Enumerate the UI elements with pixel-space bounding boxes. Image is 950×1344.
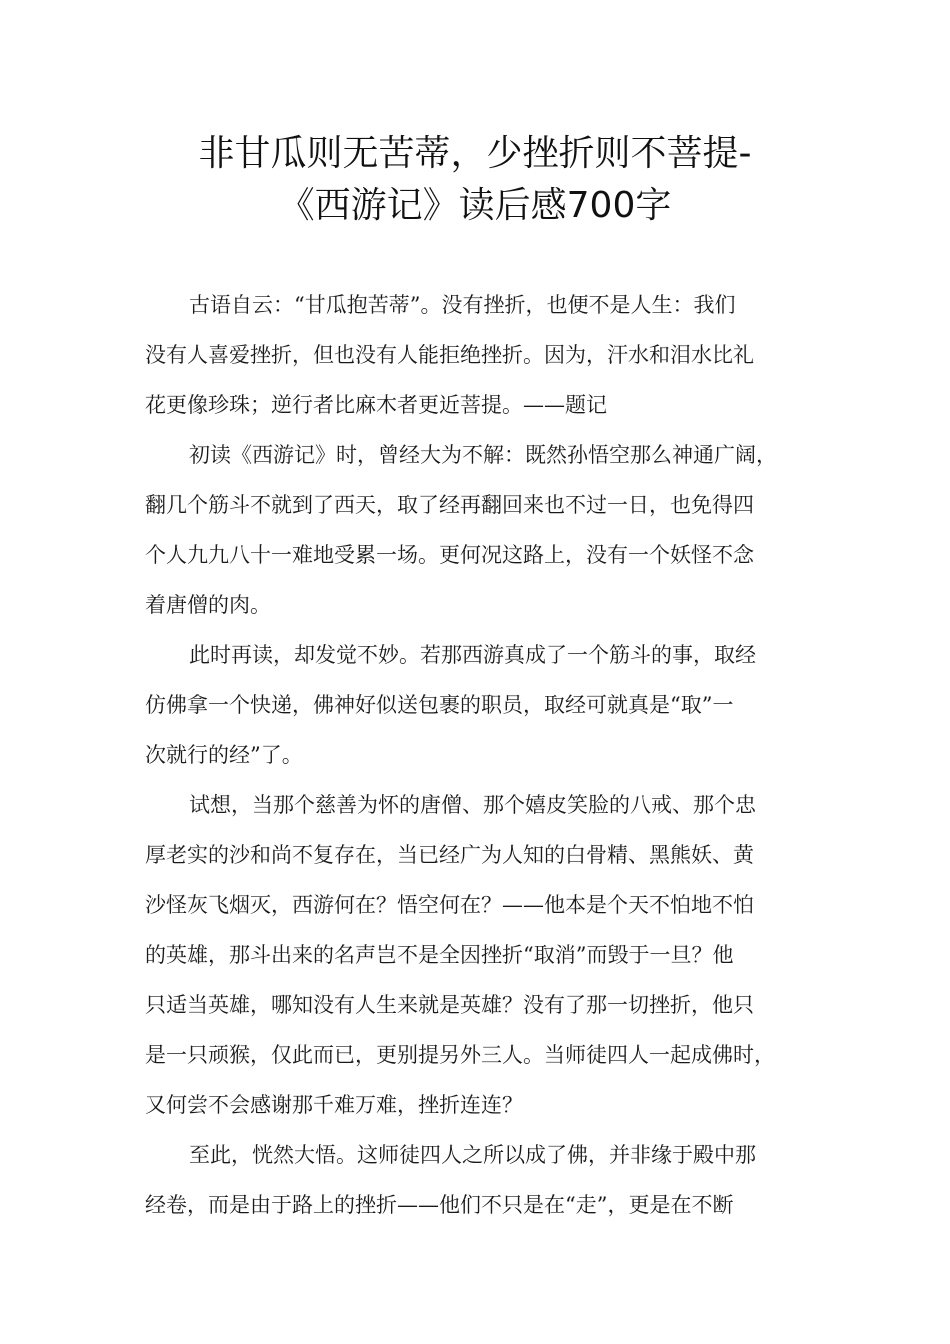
paragraph-first-reading [145, 430, 817, 630]
paragraph-epigraph [145, 280, 817, 430]
title-line-1: 非甘瓜则无苦蒂，少挫折则不菩提- [198, 133, 752, 174]
text-line: 又何尝不会感谢那千难万难，挫折连连？ [145, 1093, 523, 1117]
text-line: 沙怪灰飞烟灭，西游何在？悟空何在？——他本是个天不怕地不怕 [145, 893, 754, 917]
text-line: 没有人喜爱挫折，但也没有人能拒绝挫折。因为，汗水和泪水比礼 [145, 343, 754, 367]
text-line: 厚老实的沙和尚不复存在，当已经广为人知的白骨精、黑熊妖、黄 [145, 843, 754, 867]
document-body [145, 280, 817, 1230]
text-line: 此时再读，却发觉不妙。若那西游真成了一个筋斗的事，取经 [189, 643, 756, 667]
document-title [0, 128, 950, 232]
paragraph-realization [145, 1130, 817, 1230]
text-line: 古语自云：“甘瓜抱苦蒂”。没有挫折，也便不是人生：我们 [189, 293, 736, 317]
title-line-2: 《西游记》读后感700字 [278, 185, 672, 226]
paragraph-second-reading [145, 630, 817, 780]
text-line: 着唐僧的肉。 [145, 593, 271, 617]
text-line: 试想，当那个慈善为怀的唐僧、那个嬉皮笑脸的八戒、那个忠 [189, 793, 756, 817]
text-line: 至此，恍然大悟。这师徒四人之所以成了佛，并非缘于殿中那 [189, 1143, 756, 1167]
text-line: 仿佛拿一个快递，佛神好似送包裹的职员，取经可就真是“取”一 [145, 693, 734, 717]
text-line: 只适当英雄，哪知没有人生来就是英雄？没有了那一切挫折，他只 [145, 993, 754, 1017]
text-line: 花更像珍珠；逆行者比麻木者更近菩提。——题记 [145, 393, 607, 417]
text-line: 的英雄，那斗出来的名声岂不是全因挫折“取消”而毁于一旦？他 [145, 943, 734, 967]
text-line: 个人九九八十一难地受累一场。更何况这路上，没有一个妖怪不念 [145, 543, 754, 567]
text-line: 次就行的经”了。 [145, 743, 303, 767]
text-line: 经卷，而是由于路上的挫折——他们不只是在“走”，更是在不断 [145, 1193, 734, 1217]
text-line: 翻几个筋斗不就到了西天，取了经再翻回来也不过一日，也免得四 [145, 493, 754, 517]
paragraph-imagine [145, 780, 817, 1130]
text-line: 是一只顽猴，仅此而已，更别提另外三人。当师徒四人一起成佛时， [145, 1043, 775, 1067]
text-line: 初读《西游记》时，曾经大为不解：既然孙悟空那么神通广阔， [189, 443, 777, 467]
